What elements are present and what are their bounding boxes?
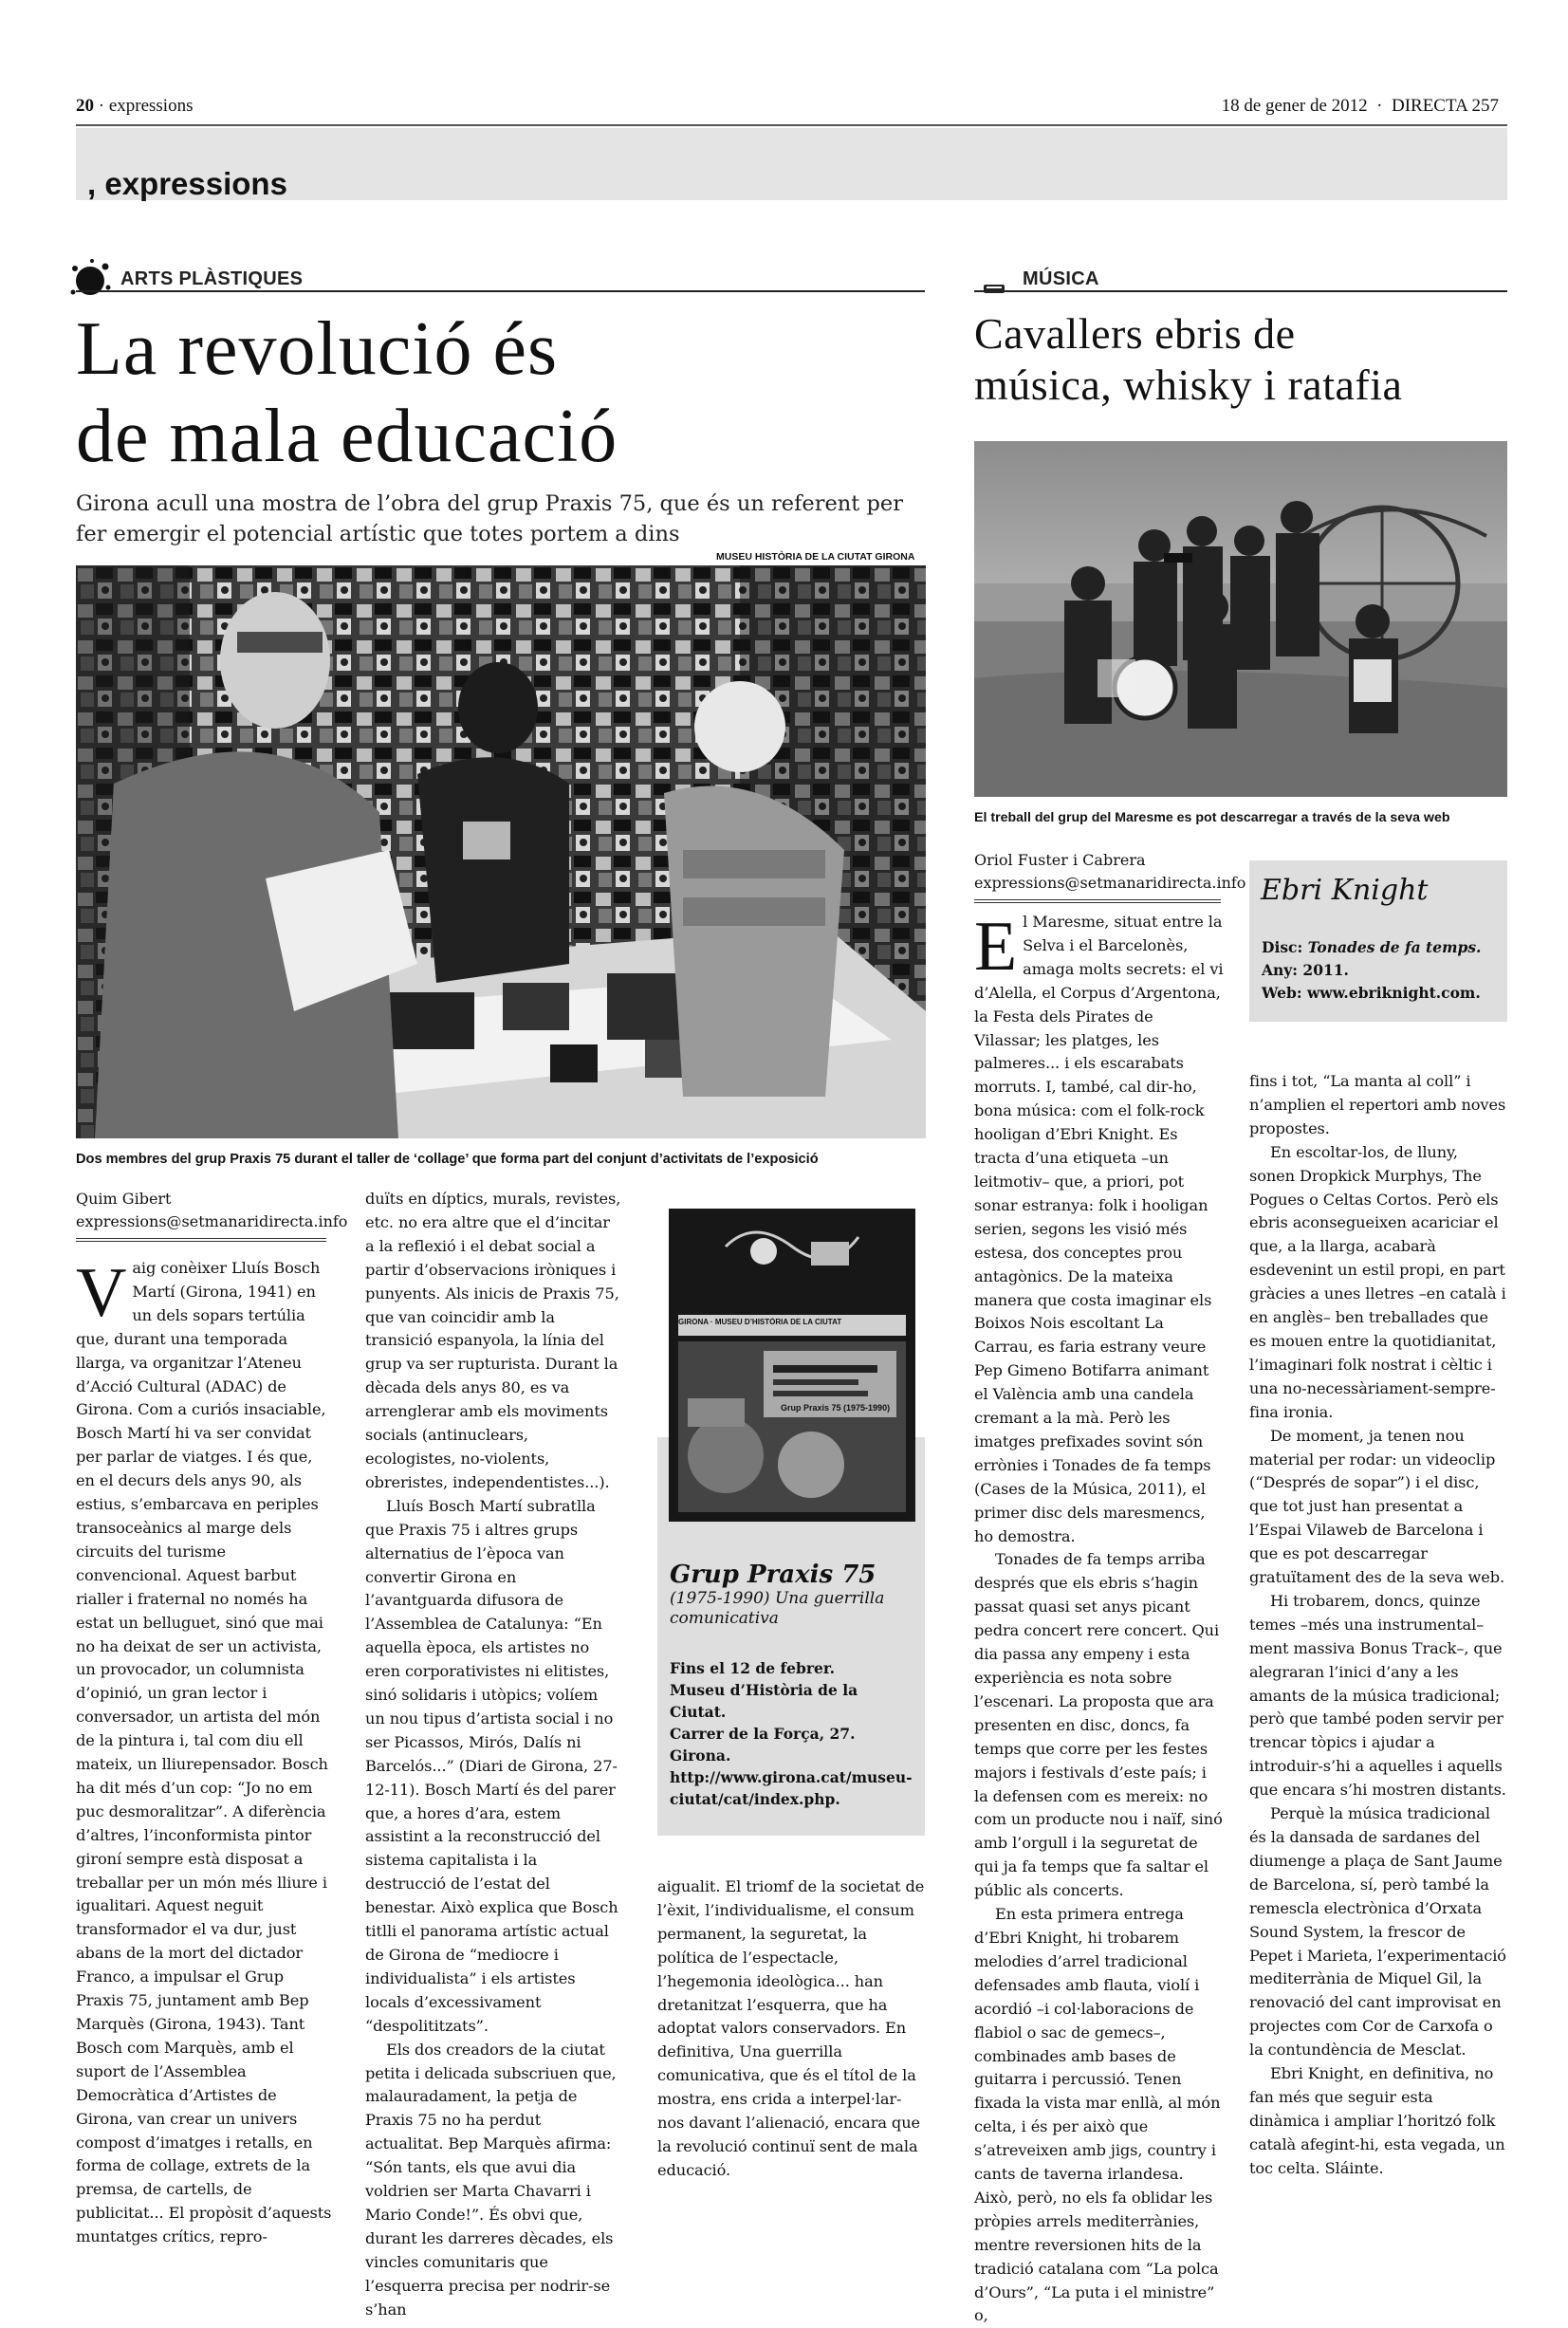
infobox-left-line4: Girona. (670, 1746, 731, 1764)
header-publication: DIRECTA 257 (1391, 96, 1499, 116)
article-right-col1 (974, 908, 1224, 2328)
poster-header: GIRONA · MUSEU D’HISTÒRIA DE LA CIUTAT (678, 1318, 842, 1326)
infobox-left-title: Grup Praxis 75 (670, 1561, 876, 1589)
paragraph: aigualit. El triomf de la societat de l’èxit, l’individualisme, el consum permanent, la seguretat, la política de l’espectacle, l’hegemonia ideològica... han dretanitzat l’esquerra, que ha adoptat valors conservadors. En definitiva, Una guerrilla comunicativa, que és el títol de la mostra, ens crida a interpel·lar-nos davant l’alienació, encara que la revolució continuï sent de mala educació. (657, 1877, 925, 2179)
album-web: Web: www.ebriknight.com. (1262, 984, 1481, 1002)
lead-line-2: fer emergir el potencial artístic que totes portem a dins (76, 522, 680, 546)
paragraph: Tonades de fa temps arriba després que els ebris s’hagin passat quasi set anys picant pedra concert rere concert. Qui dia passa any empeny i esta experiència es nota sobre l’escenari. La proposta que ara presenten en disc, doncs, fa temps que corre per les festes majors i festivals d’este país; i la defensen com es mereix: no com un producte nou i naïf, sinó amb l’orgull i la seguretat de qui ja fa temps que fa saltar el públic als concerts. (974, 1550, 1223, 1900)
infobox-left-line1: Fins el 12 de febrer. (670, 1659, 836, 1677)
byline-rule-right-2 (974, 902, 1221, 903)
article-right-col2 (1249, 1070, 1507, 2181)
workshop-photo-art (76, 565, 926, 1138)
header-date: 18 de gener de 2012 (1221, 96, 1368, 116)
article-left-col3 (657, 1875, 925, 2183)
poster-title: Grup Praxis 75 (1975-1990) (781, 1403, 891, 1413)
page-number: 20 (76, 96, 94, 116)
paragraph: Els dos creadors de la ciutat petita i delicada subscriuen que, malauradament, la petja de Praxis 75 no ha perdut actualitat. Bep Marquès afirma: “Són tants, els que avui dia voldrien ser Marta Chavarri i Mario Conde!”. És obvi que, durant les darreres dècades, els vincles comunitaris que l’esquerra precisa per nodrir-se s’han (365, 2040, 617, 2319)
paragraph: Perquè la música tradicional és la dansada de sardanes del diumenge a plaça de Sant Jaume de Barcelona, sí, però també la remescla electrònica d’Orxata Sound System, la frescor de Pepet i Marieta, l’experimentació mediterrània de Miquel Gil, la renovació del cant improvisat en projectes com Cor de Carxofa o la contundència de Mesclat. (1249, 1804, 1506, 2060)
email-right: expressions@setmanaridirecta.info (974, 874, 1246, 892)
byline-rule-left-2 (76, 1241, 326, 1242)
byline-right (974, 849, 1245, 895)
author-left: Quim Gibert (76, 1190, 172, 1208)
dropcap-right: E (974, 908, 1018, 986)
paragraph: En escoltar-los, de lluny, sonen Dropkick Murphys, The Pogues o Celtas Cortos. Però els ebris aconsegueixen acariciar el que, a la llarga, acabarà esdevenint un estil propi, en part gràcies a unes lletres –en català i en anglès– ben treballades que es mouen entre la quotidianitat, l’imaginari folk nostrat i cèltic i una no-necessàriament-sempre-fina ironia. (1249, 1142, 1506, 1421)
workshop-photo (76, 565, 926, 1138)
exhibition-poster (669, 1209, 915, 1522)
header-dot: · (1367, 96, 1392, 116)
lead-left (76, 489, 930, 549)
paragraph-text: aig conèixer Lluís Bosch Martí (Girona, 1941) en un dels sopars tertúlia que, durant una temporada llarga, va organitzar l’Ateneu d’Acció Cultural (ADAC) de Girona. Com a curiós insaciable, Bosch Martí hi va ser convidat per parlar de viatges. I és que, en el decurs dels anys 90, als estius, s’embarcava en periples transoceànics al marge dels circuits del turisme convencional. Aquest barbut rialler i fraternal no només ha estat un belluguet, sinó que mai no ha deixat de ser un activista, un provocador, un columnista d’opinió, un gran lector i conversador, un artista del món de la pintura i, tal com diu ell mateix, un lliurepensador. Bosch ha dit més d’un cop: “Jo no em puc desmoralitzar”. A diferència d’altres, l’inconformista pintor gironí sempre està disposat a treballar per un món més lliure i igualitari. Aquest neguit transformador el va dur, just abans de la mort del dictador Franco, a impulsar el Grup Praxis 75, juntament amb Bep Marquès (Girona, 1943). Tant Bosch com Marquès, amb el suport de l’Assemblea Democràtica d’Artistes de Girona, van crear un univers compost d’imatges i retalls, en forma de collage, extrets de la premsa, de cartells, de publicitat... El propòsit d’aquests muntatges crítics, repro- (76, 1259, 332, 2246)
article-left-col2 (365, 1188, 621, 2322)
infobox-left-line3: Carrer de la Força, 27. (670, 1725, 856, 1743)
music-icon (983, 282, 1005, 295)
email-left: expressions@setmanaridirecta.info (76, 1212, 348, 1230)
lead-line-1: Girona acull una mostra de l’obra del grup Praxis 75, que és un referent per (76, 491, 903, 516)
paragraph (974, 908, 1224, 1548)
infobox-left-content (670, 1561, 918, 1810)
paragraph: Ebri Knight, en definitiva, no fan més que seguir esta dinàmica i ampliar l’horitzó folk català afegint-hi, esta vegada, un toc celta. Sláinte. (1249, 2064, 1505, 2177)
paragraph: En esta primera entrega d’Ebri Knight, hi trobarem melodies d’arrel tradicional defensades amb flauta, violí i acordió –i col·laboracions de flabiol o sac de gemecs–, combinades amb bases de guitarra i percussió. Tenen fixada la vista mar enllà, al món celta, i és per això que s’atreveixen amb jigs, country i cants de taverna irlandesa. Això, però, no els fa oblidar les pròpies arrels mediterrànies, mentre reversionen hits de la tradició catalana com “La polca d’Ours”, “La puta i el ministre” o, (974, 1905, 1221, 2325)
album-disc-label: Disc: (1262, 938, 1308, 956)
author-right: Oriol Fuster i Cabrera (974, 851, 1146, 869)
photo-credit-left: MUSEU HISTÒRIA DE LA CIUTAT GIRONA (716, 551, 915, 563)
band-photo (974, 441, 1507, 797)
section-rule-right (974, 290, 1507, 292)
paragraph: fins i tot, “La manta al coll” i n’amplien el repertori amb noves propostes. (1249, 1072, 1506, 1137)
album-year: Any: 2011. (1262, 961, 1349, 979)
section-banner (76, 128, 1507, 200)
paragraph (76, 1254, 332, 2249)
title-right-line-1: Cavallers ebris de (974, 309, 1296, 358)
section-rule-left (76, 290, 925, 292)
infobox-left-line2: Museu d’Història de la Ciutat. (670, 1681, 858, 1721)
album-info-details (1262, 936, 1481, 1005)
infobox-left-subtitle: (1975-1990) Una guerrilla comunicativa (670, 1589, 885, 1628)
band-photo-caption: El treball del grup del Maresme es pot descarregar a través de la seva web (974, 810, 1450, 825)
title-right-line-2: música, whisky i ratafia (974, 360, 1403, 409)
album-info-box (1249, 860, 1507, 1022)
banner-title: , expressions (87, 166, 287, 201)
paragraph: Hi trobarem, doncs, quinze temes –més una instrumental– ment massiva Bonus Track–, que alegraran l’inici d’any a les amants de la música tradicional; però que també poden servir per trencar tòpics i ajudar a introduir-s’hi a aquelles i aquells que encara s’hi mostren distants. (1249, 1591, 1506, 1800)
byline-left (76, 1188, 347, 1233)
paragraph: duïts en díptics, murals, revistes, etc. no era altre que el d’incitar a la reflexió i el debat social a partir d’observacions iròniques i punyents. Als inicis de Praxis 75, que van coincidir amb la transició espanyola, la línia del grup va ser rupturista. Durant la dècada dels anys 80, es va arrenglerar amb els moviments socials (antinuclears, ecologistes, no-violents, obreristes, independentistes...). (365, 1190, 621, 1491)
article-left-col1 (76, 1254, 332, 2249)
byline-rule-left-1 (76, 1238, 326, 1239)
infobox-left-url: http://www.girona.cat/museu-ciutat/cat/index.php. (670, 1768, 913, 1808)
header-rule (76, 124, 1507, 126)
page-header (76, 96, 1499, 120)
section-label-music: MÚSICA (1023, 268, 1099, 289)
paragraph-text: l Maresme, situat entre la Selva i el Barcelonès, amaga molts secrets: el vi d’Alella, el Corpus d’Argentona, la Festa dels Pirates de Vilassar; les platges, les palmeres... i els escarabats morruts. I, també, cal dir-ho, bona música: com el folk-rock hooligan d’Ebri Knight. Es tracta d’una etiqueta –un leitmotiv– que, a priori, pot sonar estranya: folk i hooligan serien, segons les visió més estesa, dos conceptes prou antagònics. De la mateixa manera que costa imaginar els Boixos Nois escoltant La Carrau, es faria estrany veure Pep Gimeno Botifarra animant el València amb una candela cremant a la mà. Però les imatges prefixades sovint són errònies i Tonades de fa temps (Cases de la Música, 2011), el primer disc dels maresmencs, ho demostra. (974, 913, 1224, 1545)
paragraph: Lluís Bosch Martí subratlla que Praxis 75 i altres grups alternatius de l’època van convertir Girona en l’avantguarda difusora de l’Assemblea de Catalunya: “En aquella època, els artistes no eren corporativistes ni elitistes, sinó solidaris i utòpics; volíem un nou tipus d’artista social i no ser Picassos, Mirós, Dalís ni Barcelós...” (Diari de Girona, 27-12-11). Bosch Martí és del parer que, a hores d’ara, estem assistint a la reconstrucció del sistema capitalista i la destrucció de l’estat del benestar. Això explica que Bosch titlli el panorama artístic actual de Girona de “mediocre i individualista” i els artistes locals d’excessivament “despolititzats”. (365, 1496, 618, 2035)
header-section: expressions (108, 96, 194, 116)
ink-splat-icon (66, 256, 114, 302)
poster-art (669, 1209, 915, 1522)
dropcap-left: V (76, 1254, 127, 1332)
article-title-left (76, 305, 618, 480)
album-info-title: Ebri Knight (1261, 874, 1429, 907)
title-line-1: La revolució és (76, 307, 559, 391)
infobox-left-details (670, 1657, 918, 1810)
header-right (1222, 96, 1499, 117)
title-line-2: de mala educació (76, 395, 618, 478)
article-title-right (974, 308, 1402, 411)
byline-rule-right-1 (974, 899, 1221, 900)
album-disc-title: Tonades de fa temps. (1307, 938, 1482, 956)
album-disc (1262, 936, 1481, 959)
band-photo-art (974, 441, 1507, 797)
workshop-photo-caption: Dos membres del grup Praxis 75 durant el taller de ‘collage’ que forma part del conjunt d’activitats de l’exposició (76, 1152, 819, 1167)
paragraph: De moment, ja tenen nou material per rodar: un videoclip (“Després de sopar”) i el disc, que tot just han presentat a l’Espai Vilaweb de Barcelona i que es pot descarregar gratuïtament des de la seva web. (1249, 1426, 1505, 1587)
section-label-arts: ARTS PLÀSTIQUES (120, 268, 304, 289)
header-separator: · (94, 96, 109, 116)
